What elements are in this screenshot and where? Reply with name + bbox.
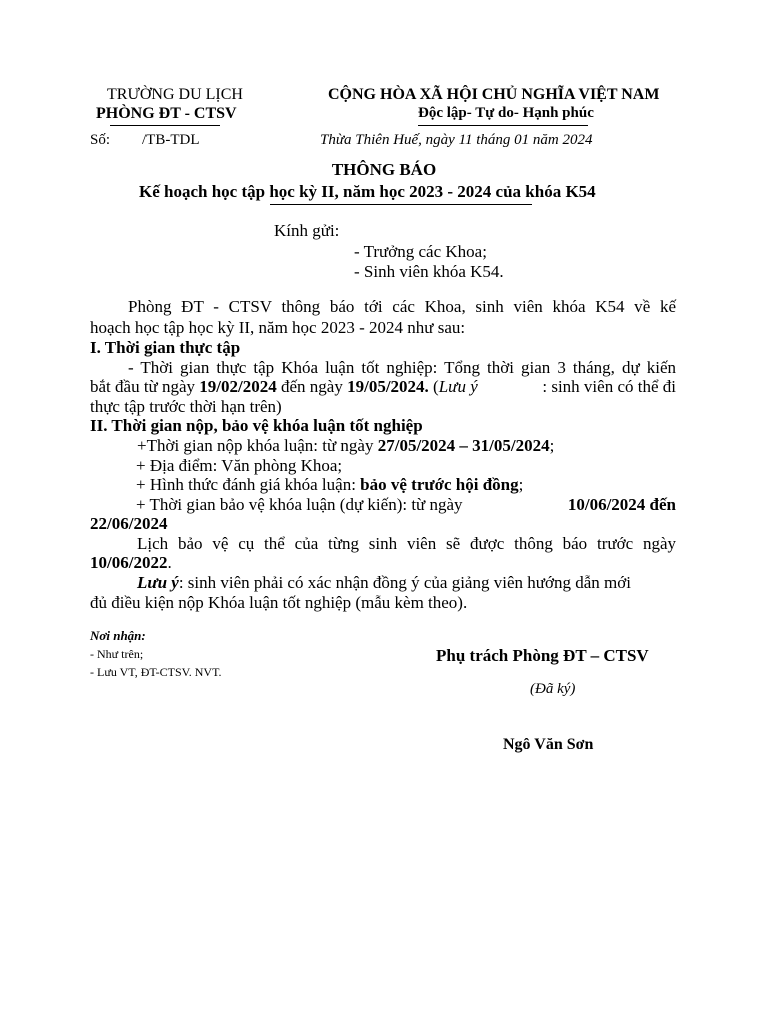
national-motto: Độc lập- Tự do- Hạnh phúc	[418, 105, 594, 121]
recipients-footer-item: - Lưu VT, ĐT-CTSV. NVT.	[90, 665, 222, 679]
section-1-line-3: thực tập trước thời hạn trên)	[90, 397, 282, 416]
department-underline	[110, 125, 220, 126]
location: + Địa điểm: Văn phòng Khoa;	[136, 456, 343, 475]
intro-line-2: hoạch học tập học kỳ II, năm học 2023 - 2024 như sau:	[90, 318, 466, 337]
recipients-footer-label: Nơi nhận:	[90, 628, 146, 643]
document-title: THÔNG BÁO	[331, 160, 437, 179]
subtitle-underline	[270, 204, 532, 205]
defense-time: + Thời gian bảo vệ khóa luận (dự kiến): từ ngày 10/06/2024 đến	[136, 495, 676, 514]
note-line-1: Lưu ý: sinh viên phải có xác nhận đồng ý của giảng viên hướng dẫn mới	[137, 573, 631, 592]
recipient-item: - Trưởng các Khoa;	[354, 242, 487, 261]
intro-line-1: Phòng ĐT - CTSV thông báo tới các Khoa, sinh viên khóa K54 về kế	[128, 297, 676, 316]
department-name: PHÒNG ĐT - CTSV	[96, 105, 237, 122]
school-name: TRƯỜNG DU LỊCH	[107, 86, 243, 103]
note-line-2: đủ điều kiện nộp Khóa luận tốt nghiệp (mẫu kèm theo).	[90, 593, 468, 612]
schedule-note-line-1: Lịch bảo vệ cụ thể của từng sinh viên sẽ được thông báo trước ngày	[137, 534, 676, 553]
signed-mark: (Đã ký)	[530, 681, 576, 697]
recipients-footer-item: - Như trên;	[90, 647, 144, 661]
submission-time: +Thời gian nộp khóa luận: từ ngày 27/05/2024 – 31/05/2024;	[137, 436, 555, 455]
document-number-label: Số:	[90, 132, 111, 148]
section-2-heading: II. Thời gian nộp, bảo vệ khóa luận tốt nghiệp	[90, 416, 423, 435]
evaluation-form: + Hình thức đánh giá khóa luận: bảo vệ trước hội đồng;	[136, 475, 524, 494]
schedule-note-line-2: 10/06/2022.	[90, 553, 172, 572]
motto-underline	[418, 125, 588, 126]
recipient-item: - Sinh viên khóa K54.	[354, 262, 504, 281]
section-1-line-1: - Thời gian thực tập Khóa luận tốt nghiệp: Tổng thời gian 3 tháng, dự kiến	[128, 358, 676, 377]
national-title: CỘNG HÒA XÃ HỘI CHỦ NGHĨA VIỆT NAM	[328, 86, 660, 103]
document-subtitle: Kế hoạch học tập học kỳ II, năm học 2023 - 2024 của khóa K54	[139, 182, 596, 201]
section-1-line-2: bắt đầu từ ngày 19/02/2024 đến ngày 19/05/2024. (Lưu ý : sinh viên có thể đi	[90, 377, 676, 396]
document-number: /TB-TDL	[142, 132, 200, 148]
place-date: Thừa Thiên Huế, ngày 11 tháng 01 năm 2024	[320, 132, 593, 148]
signer-name: Ngô Văn Sơn	[503, 736, 594, 753]
section-1-heading: I. Thời gian thực tập	[90, 338, 241, 357]
recipients-label: Kính gửi:	[274, 221, 340, 240]
signer-title: Phụ trách Phòng ĐT – CTSV	[436, 646, 649, 665]
defense-end-date: 22/06/2024	[90, 514, 168, 533]
